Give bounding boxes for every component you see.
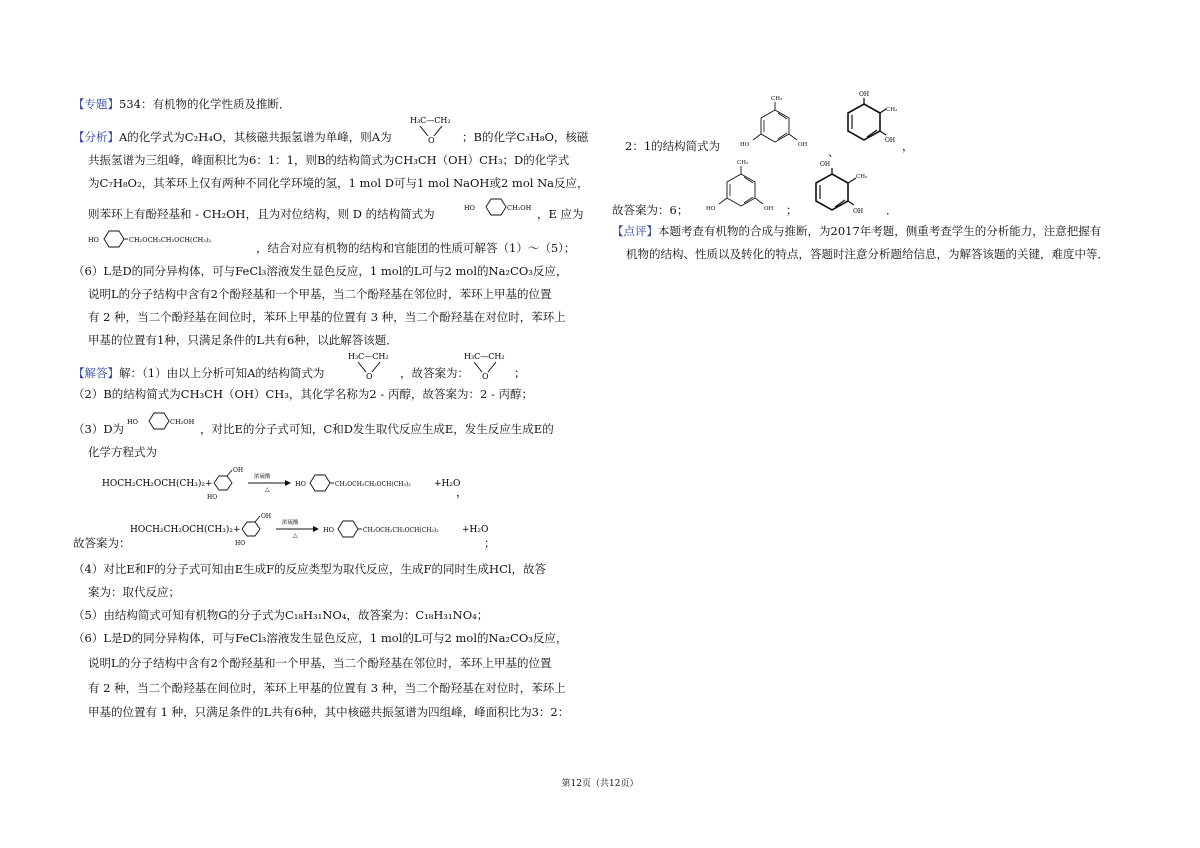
right-end-2: ． — [886, 203, 898, 217]
analysis-text-4a: 则苯环上有酚羟基和 - CH₂OH，且为对位结构，则 D 的结构简式为 — [88, 207, 435, 221]
analysis-text-3: 为C₇H₈O₂，其苯环上仅有两种不同化学环境的氢，1 mol D可与1 mol NaOH或2 mol Na反应， — [88, 176, 589, 190]
analysis-line-1 — [73, 129, 392, 145]
answer-3-end: ； — [484, 536, 496, 550]
answer-6-line-3: 有 2 种，当二个酚羟基在间位时，苯环上甲基的位置有 3 种，当二个酚羟基在对位时，苯环上 — [88, 681, 566, 695]
epoxide-structure-b — [346, 350, 398, 380]
ho-label: HO — [235, 540, 246, 547]
topic-line — [73, 96, 290, 112]
comment-tag: 【点评】 — [612, 224, 658, 238]
analysis-text-2: 共振氢谱为三组峰，峰面积比为6：1：1，则B的结构简式为CH₃CH（OH）CH₃；D的化学式 — [88, 153, 570, 167]
answer-4-line-1: （4）对比E和F的分子式可知由E生成F的反应类型为取代反应，生成F的同时生成HCl，故答 — [73, 562, 547, 576]
oh-label: OH — [261, 513, 272, 520]
answer-5: （5）由结构简式可知有机物G的分子式为C₁₈H₃₁NO₄，故答案为：C₁₈H₃₁NO₄； — [73, 608, 489, 622]
answer-6-line-1: （6）L是D的同分异构体，可与FeCl₃溶液发生显色反应，1 mol的L可与2 mol的Na₂CO₃反应， — [73, 631, 568, 645]
analysis-tag: 【分析】 — [73, 130, 119, 144]
ho-label: HO — [127, 418, 138, 426]
oh-label: OH — [233, 467, 244, 474]
answer-2: （2）B的结构简式为CH₃CH（OH）CH₃，其化学名称为2 - 丙醇，故答案为：2 - 丙醇； — [73, 387, 533, 401]
ch3-label: CH₃ — [771, 96, 783, 102]
answer-3b: ，对比E的分子式可知，C和D发生取代反应生成E，发生反应生成E的 — [200, 422, 554, 436]
analysis-text-5: ，结合对应有机物的结构和官能团的性质可解答（1）～（5）； — [256, 241, 576, 255]
comment-text-2: 机物的结构、性质以及转化的特点，答题时注意分析题给信息，为解答该题的关键，难度中等． — [626, 247, 1109, 261]
oh-label: OH — [885, 137, 896, 144]
comment-text-1: 本题考查有机物的合成与推断，为2017年考题，侧重考查学生的分析能力，注意把握有 — [658, 224, 1102, 238]
page-footer: 第12页（共12页） — [561, 779, 639, 789]
ether-chain-label: CH₂OCH₂CH₂OCH(CH₃)₂ — [363, 527, 439, 534]
analysis-text-1a: A的化学式为C₂H₄O，其核磁共振氢谱为单峰，则A为 — [119, 130, 392, 144]
right-line-2: 故答案为：6； — [612, 203, 689, 217]
equation-1-end: ， — [456, 485, 468, 499]
oxygen-label: O — [428, 136, 435, 144]
right-sep-1: 、 — [828, 145, 840, 159]
ether-chain-label: CH₂OCH₂CH₂OCH(CH₃)₂ — [335, 481, 411, 488]
answer-3a: （3）D为 — [73, 422, 125, 436]
condition-label: 浓硫酸 — [254, 474, 271, 480]
condition-label: 浓硫酸 — [282, 520, 299, 526]
isomer-structure-4 — [806, 156, 880, 220]
answer-line-1a — [73, 365, 324, 381]
isomer-structure-3 — [704, 158, 778, 218]
oh-label: OH — [853, 208, 864, 215]
water-label: +H₂O — [434, 479, 461, 489]
isomer-structure-1 — [738, 94, 812, 154]
ch3-label: CH₃ — [886, 107, 898, 113]
ho-label: HO — [88, 236, 99, 244]
epoxide-structure-a — [408, 114, 460, 144]
oxygen-label: O — [366, 372, 373, 380]
ch2oh-label: CH₂OH — [507, 204, 532, 212]
answer-text-1c: ； — [514, 366, 526, 380]
ho-label: HO — [323, 526, 334, 534]
ch3-label: CH₃ — [856, 174, 868, 180]
answer-text-1a: 解：（1）由以上分析可知A的结构简式为 — [119, 366, 325, 380]
oh-label: OH — [764, 206, 774, 212]
ho-label: HO — [464, 204, 475, 212]
comment-line-1 — [612, 223, 1101, 239]
d-structure-2 — [127, 410, 201, 432]
answer-text-1b: ，故答案为： — [400, 366, 469, 380]
reagent-label: HOCH₂CH₂OCH(CH₃)₂+ — [102, 479, 213, 489]
reagent-label: HOCH₂CH₂OCH(CH₃)₂+ — [130, 525, 241, 535]
answer-3c: 化学方程式为 — [88, 445, 157, 459]
ho-label: HO — [295, 480, 306, 488]
oxygen-label: O — [482, 372, 489, 380]
answer-4-line-2: 案为：取代反应； — [88, 585, 180, 599]
oh-label: OH — [820, 161, 831, 168]
heat-label: △ — [293, 532, 298, 539]
isomer-structure-2 — [838, 86, 904, 152]
e-structure — [88, 228, 256, 250]
analysis-6-line-4: 甲基的位置有1种，只满足条件的L共有6种，以此解答该题． — [88, 333, 398, 347]
water-label: +H₂O — [462, 525, 489, 535]
ho-label: HO — [706, 206, 716, 212]
oh-label: OH — [798, 142, 808, 148]
answer-6-line-2: 说明L的分子结构中含有2个酚羟基和一个甲基，当二个酚羟基在邻位时，苯环上甲基的位置 — [88, 656, 552, 670]
ch2oh-label: CH₂OH — [170, 418, 195, 426]
epoxide-top-label: H₃C—CH₂ — [410, 116, 451, 125]
ho-label: HO — [740, 142, 750, 148]
oh-label: OH — [859, 91, 870, 98]
reaction-equation-1 — [102, 466, 462, 502]
answer-tag: 【解答】 — [73, 366, 119, 380]
ether-chain-label: CH₂OCH₂CH₂OCH(CH₃)₂ — [129, 236, 211, 244]
epoxide-top-label: H₃C—CH₂ — [464, 352, 505, 361]
topic-tag: 【专题】 — [73, 97, 119, 111]
answer-3-label: 故答案为： — [73, 536, 131, 550]
heat-label: △ — [265, 486, 270, 493]
right-sep-2: ； — [786, 203, 798, 217]
ch3-label: CH₃ — [737, 160, 749, 166]
analysis-6-line-2: 说明L的分子结构中含有2个酚羟基和一个甲基，当二个酚羟基在邻位时，苯环上甲基的位置 — [88, 287, 552, 301]
epoxide-structure-c — [462, 350, 514, 380]
answer-6-line-4: 甲基的位置有 1 种，只满足条件的L共有6种，其中核磁共振氢谱为四组峰，峰面积比为3：2： — [88, 705, 570, 719]
analysis-6-line-3: 有 2 种，当二个酚羟基在间位时，苯环上甲基的位置有 3 种，当二个酚羟基在对位时，苯环上 — [88, 310, 566, 324]
right-end-1: ， — [902, 139, 914, 153]
reaction-equation-2 — [130, 512, 490, 548]
right-line-1: 2：1的结构简式为 — [625, 139, 721, 153]
analysis-text-1b: ；B的化学C₃H₈O，核磁 — [462, 130, 589, 144]
epoxide-top-label: H₃C—CH₂ — [348, 352, 389, 361]
analysis-text-4b: ，E 应为 — [537, 207, 584, 221]
analysis-6-line-1: （6）L是D的同分异构体，可与FeCl₃溶液发生显色反应，1 mol的L可与2 mol的Na₂CO₃反应， — [73, 264, 568, 278]
topic-text: 534：有机物的化学性质及推断． — [119, 97, 291, 111]
d-structure-1 — [464, 196, 538, 218]
ho-label: HO — [207, 494, 218, 501]
